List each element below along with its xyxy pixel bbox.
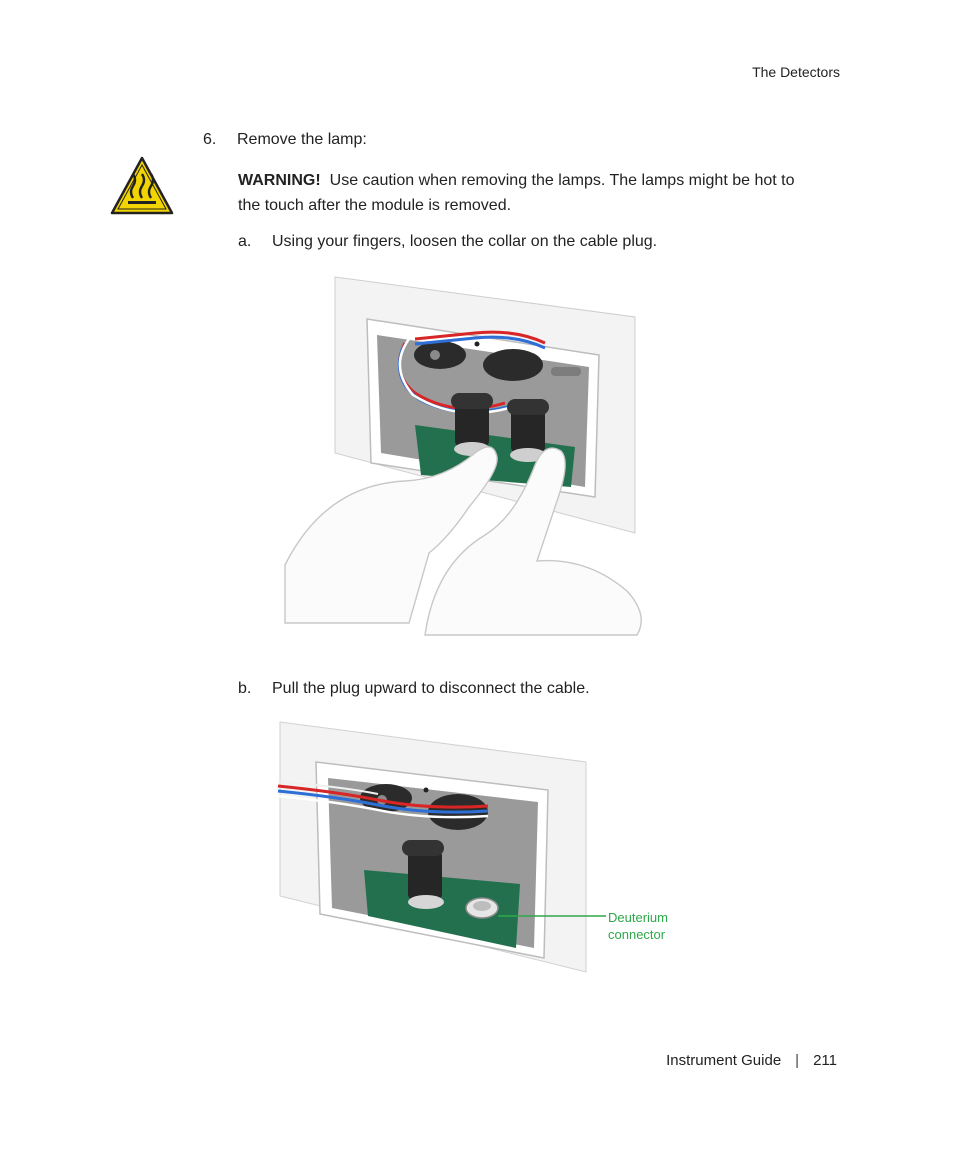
substep-letter: a. [238,233,252,250]
substep-text: Pull the plug upward to disconnect the cable. [272,680,590,697]
callout-label-line1: Deuterium [608,910,668,925]
step-number: 6. [203,131,217,148]
hot-surface-warning-icon [110,156,174,216]
substep-b [238,680,590,698]
substep-text: Using your fingers, loosen the collar on the cable plug. [272,233,658,250]
page-number: 211 [813,1052,837,1069]
warning-note [238,168,808,218]
loosen-collar-illustration [275,275,660,645]
footer-doc-title: Instrument Guide [666,1052,782,1069]
substep-letter: b. [238,680,252,697]
warning-label: WARNING! [238,172,321,189]
running-header: The Detectors [752,64,840,80]
warning-text: Use caution when removing the lamps. The lamps might be hot to the touch after the module is removed. [238,172,795,214]
substep-a [238,233,657,251]
page-footer [666,1052,837,1069]
callout-label-line2: connector [608,927,666,942]
step-6 [203,131,367,149]
step-text: Remove the lamp: [237,131,367,148]
footer-separator: | [795,1052,800,1069]
